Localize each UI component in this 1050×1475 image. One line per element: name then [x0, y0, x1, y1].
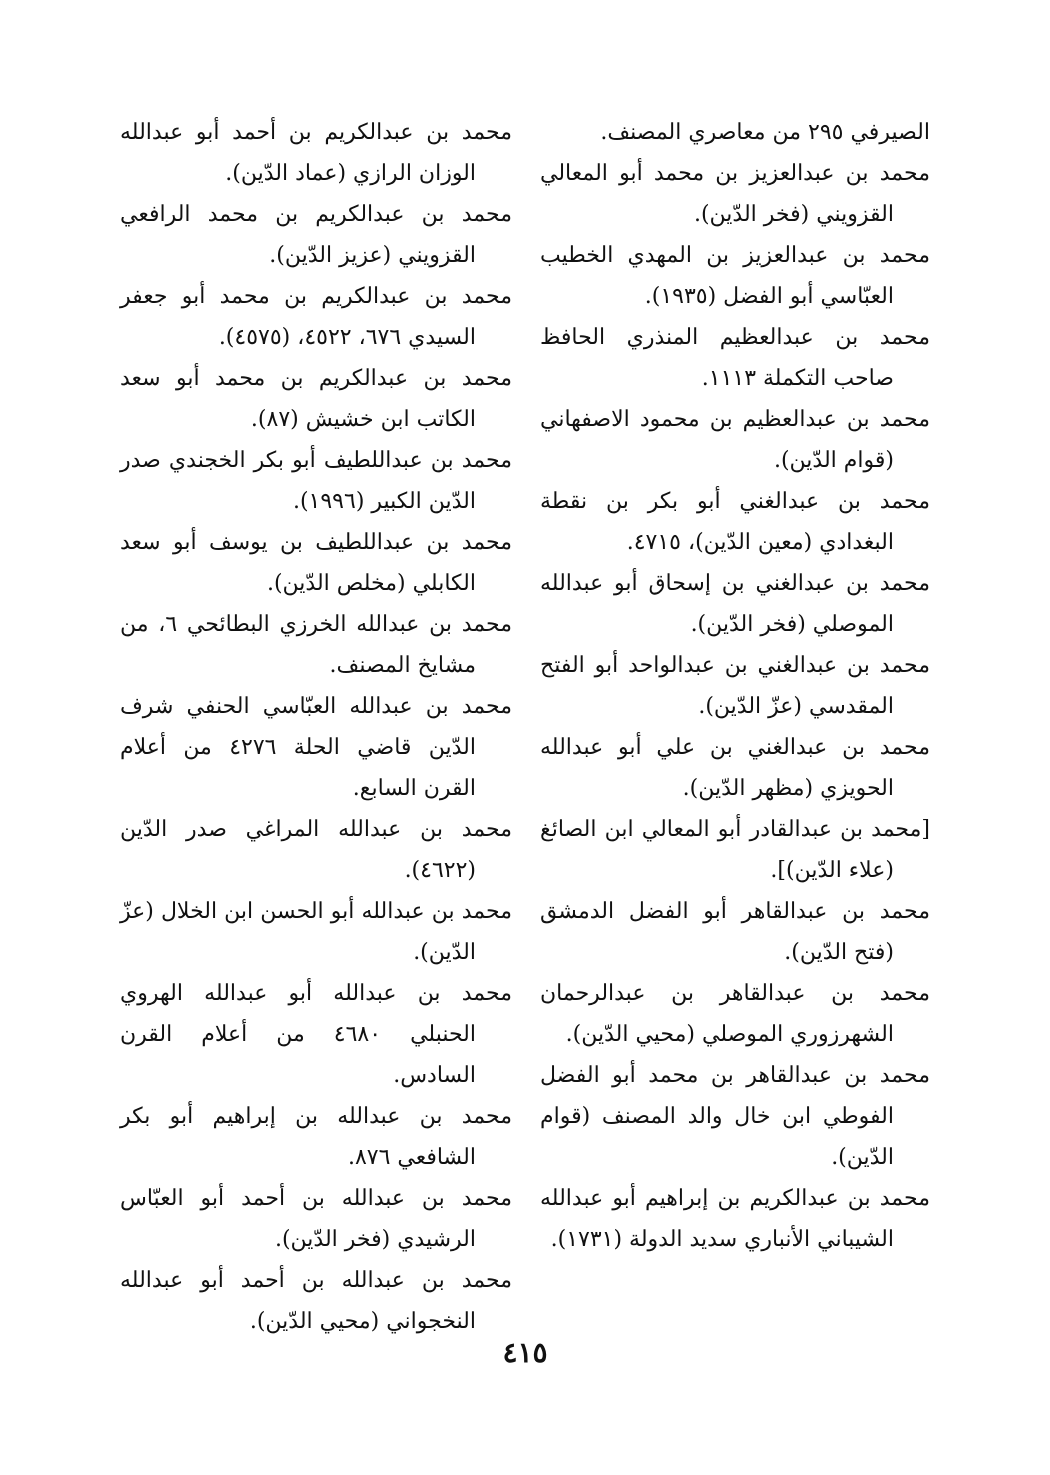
index-entry: محمد بن عبدالقاهر بن محمد أبو الفضل الفوطي ابن خال والد المصنف (قوام الدّين).	[540, 1063, 930, 1170]
index-entry: محمد بن عبداللطيف بن يوسف أبو سعد الكابلي (مخلص الدّين).	[120, 530, 512, 596]
index-entry: محمد بن عبدالكريم بن محمد أبو سعد الكاتب ابن خشيش (٨٧).	[120, 366, 512, 432]
index-entry: محمد بن عبدالكريم بن محمد أبو جعفر السيدي ٦٧٦، ٤٥٢٢، (٤٥٧٥).	[120, 284, 512, 350]
index-entry: محمد بن عبداللطيف أبو بكر الخجندي صدر الدّين الكبير (١٩٩٦).	[120, 448, 512, 514]
index-entry: محمد بن عبدالكريم بن إبراهيم أبو عبدالله الشيباني الأنباري سديد الدولة (١٧٣١).	[540, 1186, 930, 1252]
page-number: ٤١٥	[502, 1336, 548, 1369]
index-entry: محمد بن عبدالعظيم بن محمود الاصفهاني (قوام الدّين).	[540, 407, 930, 473]
index-entry: محمد بن عبدالقاهر أبو الفضل الدمشق (فتح الدّين).	[540, 899, 930, 965]
index-entry: محمد بن عبدالله بن أحمد أبو عبدالله النخجواني (محيي الدّين).	[120, 1268, 512, 1334]
left-column	[120, 112, 512, 1342]
index-entry: محمد بن عبدالكريم بن أحمد أبو عبدالله الوزان الرازي (عماد الدّين).	[120, 120, 512, 186]
index-entry: [محمد بن عبدالقادر أبو المعالي ابن الصائغ (علاء الدّين)].	[540, 817, 930, 883]
index-entry: محمد بن عبدالله أبو عبدالله الهروي الحنبلي ٤٦٨٠ من أعلام القرن السادس.	[120, 981, 512, 1088]
index-entry: محمد بن عبدالغني بن عبدالواحد أبو الفتح المقدسي (عزّ الدّين).	[540, 653, 930, 719]
index-entry: محمد بن عبدالله بن أحمد أبو العبّاس الرشيدي (فخر الدّين).	[120, 1186, 512, 1252]
index-entry: محمد بن عبدالله الخرزي البطائحي ٦، من مشايخ المصنف.	[120, 612, 512, 678]
index-entry: محمد بن عبدالله أبو الحسن ابن الخلال (عزّ الدّين).	[120, 899, 512, 965]
right-column	[540, 112, 930, 1260]
index-entry: محمد بن عبدالكريم بن محمد الرافعي القزويني (عزيز الدّين).	[120, 202, 512, 268]
index-entry: محمد بن عبدالعزيز بن محمد أبو المعالي القزويني (فخر الدّين).	[540, 161, 930, 227]
index-entry: محمد بن عبدالغني أبو بكر بن نقطة البغدادي (معين الدّين)، ٤٧١٥.	[540, 489, 930, 555]
index-entry: محمد بن عبدالله بن إبراهيم أبو بكر الشافعي ٨٧٦.	[120, 1104, 512, 1170]
index-entry: محمد بن عبدالقاهر بن عبدالرحمان الشهرزوري الموصلي (محيي الدّين).	[540, 981, 930, 1047]
index-entry: محمد بن عبدالله المراغي صدر الدّين (٤٦٢٢).	[120, 817, 512, 883]
index-entry: محمد بن عبدالعظيم المنذري الحافظ صاحب التكملة ١١١٣.	[540, 325, 930, 391]
index-entry: محمد بن عبدالغني بن إسحاق أبو عبدالله الموصلي (فخر الدّين).	[540, 571, 930, 637]
index-entry: محمد بن عبدالله العبّاسي الحنفي شرف الدّين قاضي الحلة ٤٢٧٦ من أعلام القرن السابع.	[120, 694, 512, 801]
index-entry: محمد بن عبدالعزيز بن المهدي الخطيب العبّاسي أبو الفضل (١٩٣٥).	[540, 243, 930, 309]
index-entry: الصيرفي ٢٩٥ من معاصري المصنف.	[600, 120, 930, 145]
index-entry: محمد بن عبدالغني بن علي أبو عبدالله الحويزي (مظهر الدّين).	[540, 735, 930, 801]
